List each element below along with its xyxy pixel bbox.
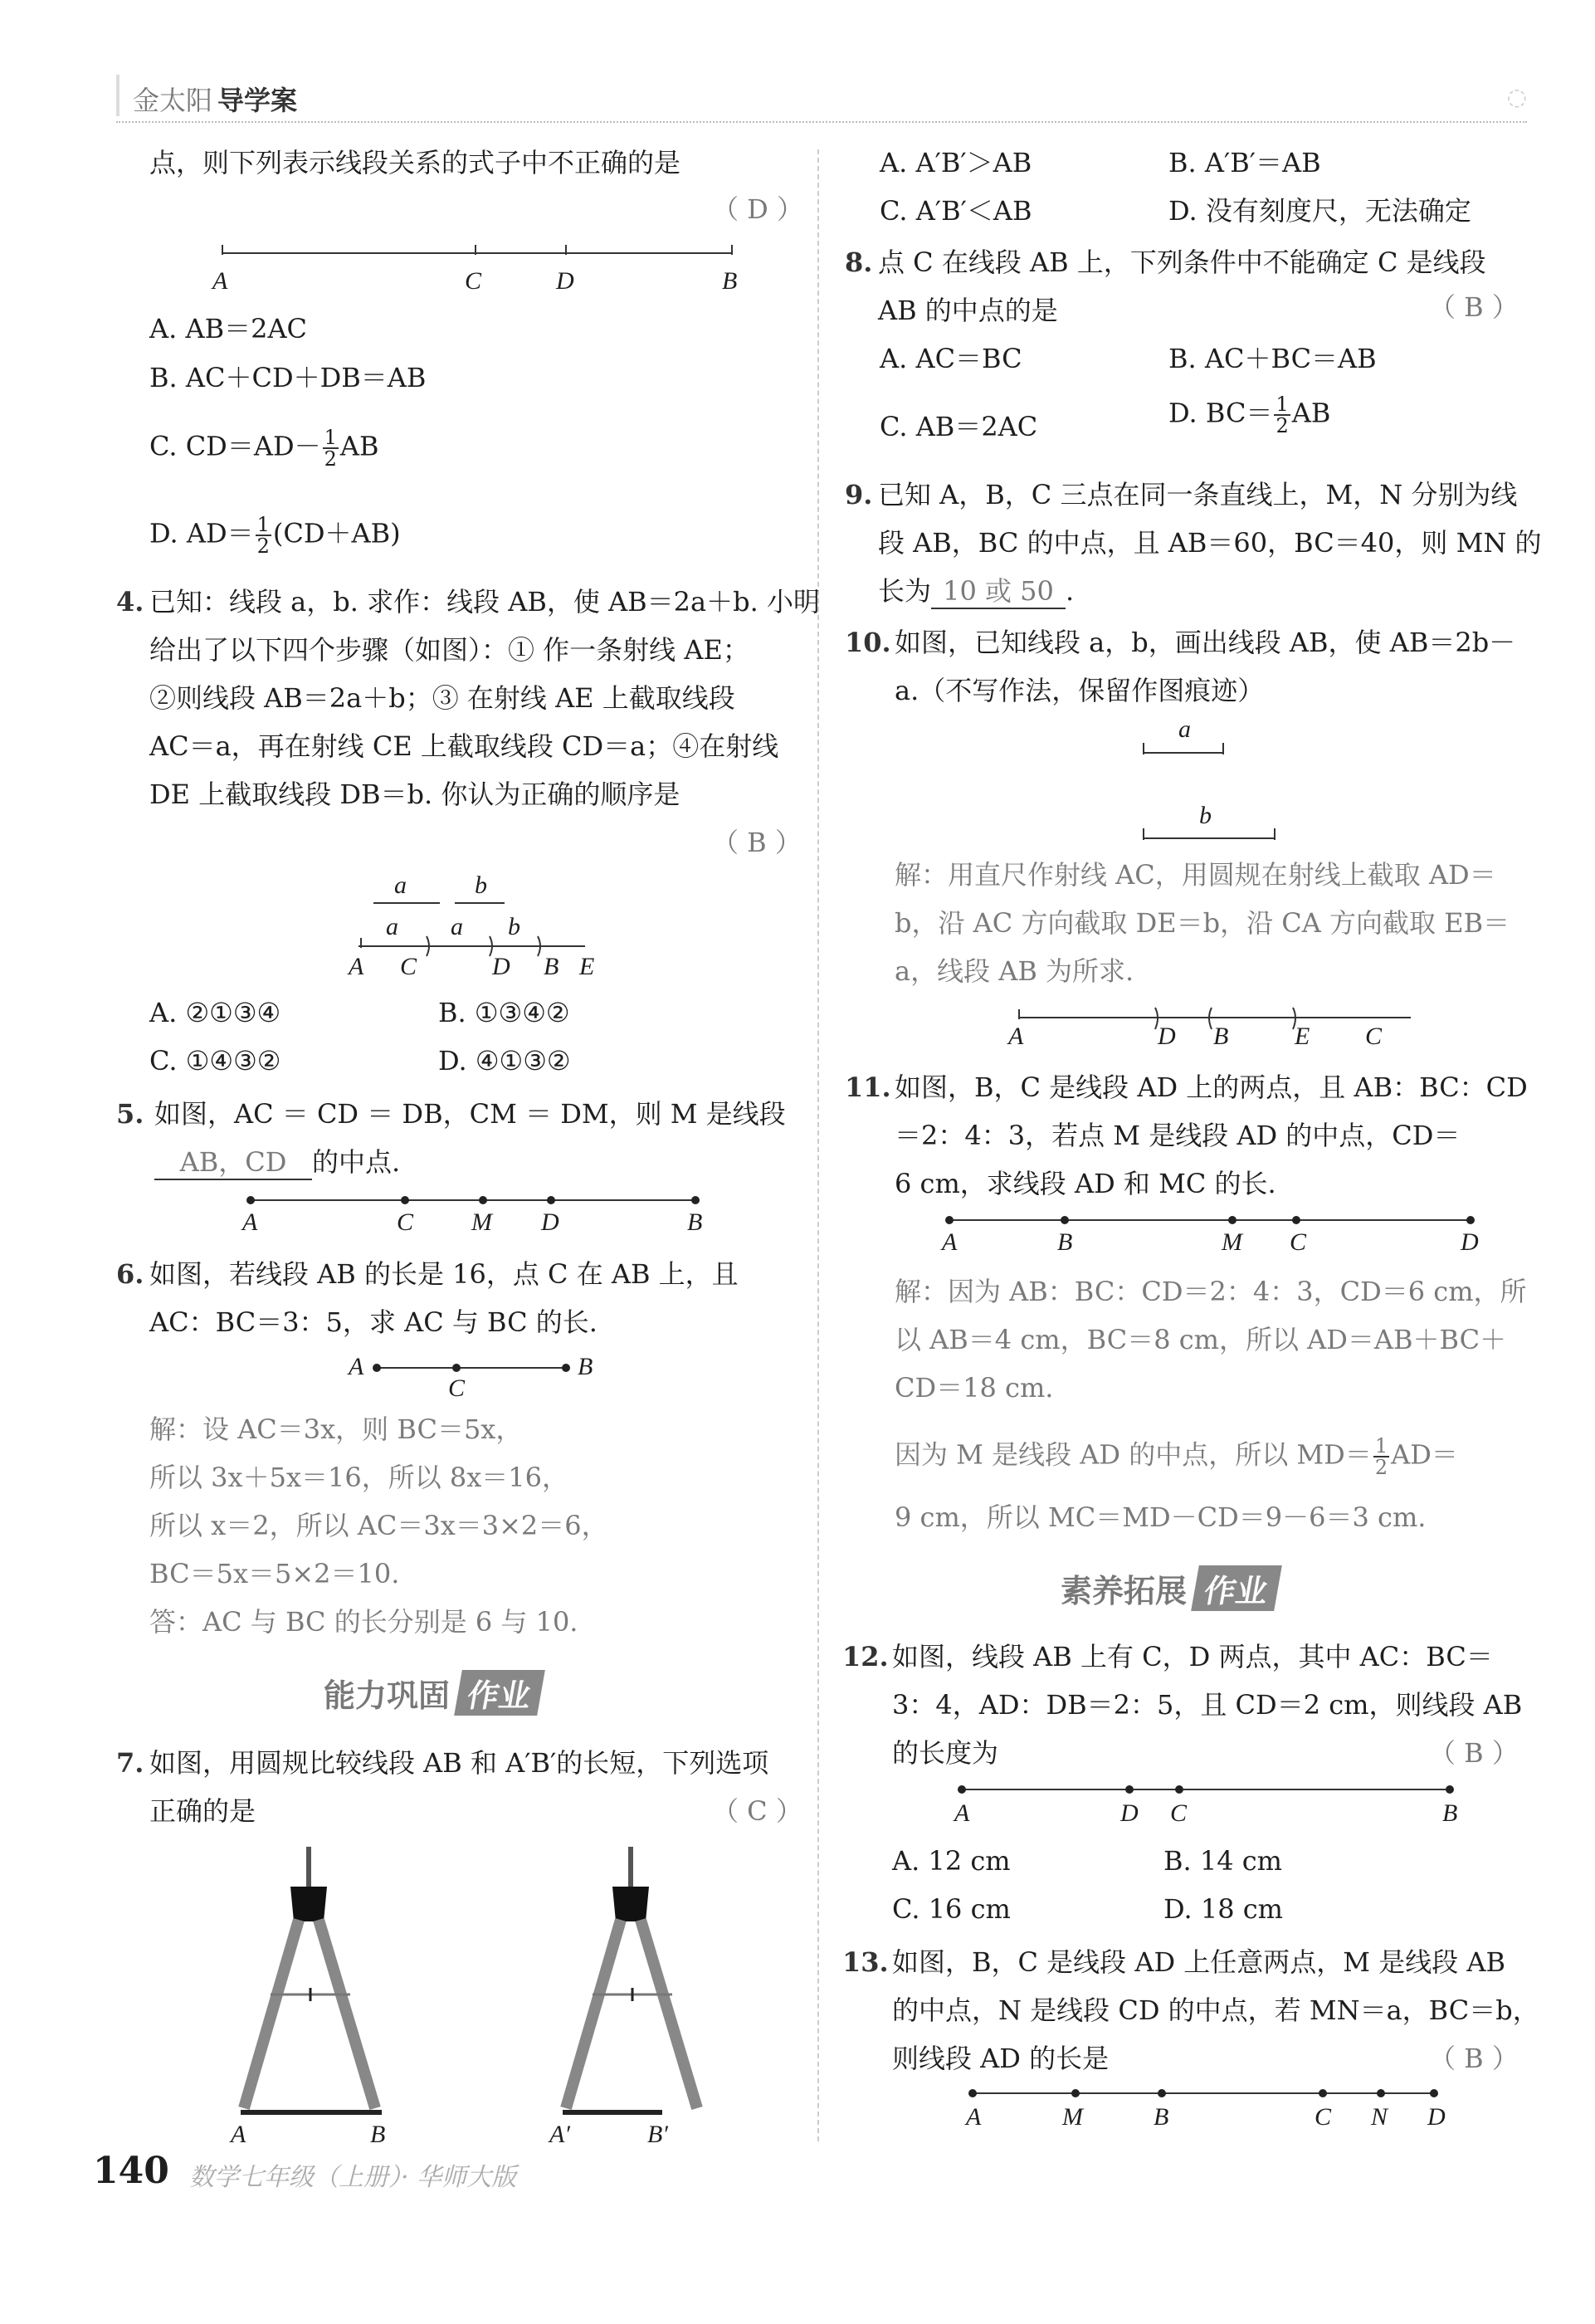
q3-option-d: D. AD＝ $\frac{1}{2}$ (CD＋AB) xyxy=(149,513,401,558)
q10-seg-b: b xyxy=(1199,802,1212,829)
q13-line-2: 的中点，N 是线段 CD 的中点，若 MN＝a，BC＝b， xyxy=(892,1994,1539,2026)
q7-compass-right xyxy=(563,1847,712,2121)
q4-option-a: A. ②①③④ xyxy=(149,997,281,1028)
q11-solution-1: 解：因为 AB：BC：CD＝2：4：3，CD＝6 cm，所 xyxy=(895,1276,1527,1307)
header xyxy=(116,75,1527,123)
q4-mid-b: b xyxy=(508,913,520,940)
q4-line-3: ②则线段 AB＝2a＋b；③ 在射线 AE 上截取线段 xyxy=(149,682,735,714)
q4-label-a: A xyxy=(349,953,364,980)
header-corner xyxy=(116,75,120,116)
q10-label-b: B xyxy=(1213,1023,1229,1050)
q12-number: 12. xyxy=(842,1641,889,1672)
q9-line-2: 段 AB，BC 的中点，且 AB＝60，BC＝40，则 MN 的 xyxy=(878,527,1542,559)
q4-label-c: C xyxy=(400,953,417,980)
q12-label-d: D xyxy=(1120,1799,1139,1827)
q11-solution-3: CD＝18 cm. xyxy=(895,1372,1054,1404)
header-brand: 金太阳 xyxy=(133,85,213,116)
q4-label-e: E xyxy=(579,953,595,980)
q5-label-m: M xyxy=(471,1208,492,1236)
q7-label-b-prime: B′ xyxy=(647,2121,668,2148)
header-subtitle: 导学案 xyxy=(217,85,298,116)
q4-label-d: D xyxy=(492,953,510,980)
q11-label-c: C xyxy=(1290,1228,1307,1256)
q13-number: 13. xyxy=(842,1946,889,1978)
q13-label-n: N xyxy=(1371,2103,1388,2131)
q9-blank: 10 或 50 xyxy=(931,574,1066,609)
q4-option-d: D. ④①③② xyxy=(438,1045,571,1077)
q6-solution-4: BC＝5x＝5×2＝10. xyxy=(149,1558,400,1589)
q12-line-1: 如图，线段 AB 上有 C，D 两点，其中 AC：BC＝ xyxy=(892,1641,1493,1672)
q11-solution-5: 9 cm，所以 MC＝MD－CD＝9－6＝3 cm. xyxy=(895,1501,1427,1533)
q6-label-a: A xyxy=(349,1353,364,1380)
q13-line-3: 则线段 AD 的长是 xyxy=(892,2043,1110,2074)
q4-number: 4. xyxy=(116,586,144,618)
q7-answer: （ C ） xyxy=(712,1795,802,1827)
q10-label-a: A xyxy=(1008,1023,1024,1050)
q12-label-c: C xyxy=(1170,1799,1188,1827)
q3-label-c: C xyxy=(465,267,482,295)
q13-label-b: B xyxy=(1154,2103,1169,2131)
q12-label-a: A xyxy=(954,1799,970,1827)
q4-mid-a1: a xyxy=(386,913,398,940)
q7-option-c: C. A′B′＜AB xyxy=(880,195,1032,227)
q13-label-c: C xyxy=(1315,2103,1332,2131)
q11-label-m: M xyxy=(1222,1228,1242,1256)
q5-figure xyxy=(247,1194,712,1210)
q10-label-c: C xyxy=(1365,1023,1383,1050)
q3-label-d: D xyxy=(556,267,574,295)
q10-seg-a: a xyxy=(1178,715,1191,743)
q12-option-a: A. 12 cm xyxy=(892,1845,1011,1877)
q5-line-1: 如图，AC ＝ CD ＝ DB，CM ＝ DM，则 M 是线段 xyxy=(154,1098,786,1130)
q8-option-b: B. AC＋BC＝AB xyxy=(1168,343,1377,374)
q4-label-b: B xyxy=(544,953,559,980)
q8-answer: （ B ） xyxy=(1429,291,1519,323)
q7-option-d: D. 没有刻度尺，无法确定 xyxy=(1168,195,1471,227)
q10-label-e: E xyxy=(1295,1023,1310,1050)
q6-number: 6. xyxy=(116,1258,144,1290)
footer-page-number: 140 xyxy=(93,2150,169,2192)
q13-figure xyxy=(969,2087,1451,2103)
q11-line-2: ＝2：4：3，若点 M 是线段 AD 的中点，CD＝ xyxy=(895,1120,1461,1151)
q3-answer: （ D ） xyxy=(712,193,804,225)
q6-solution-5: 答：AC 与 BC 的长分别是 6 与 10. xyxy=(149,1606,578,1638)
q5-blank: AB，CD xyxy=(154,1145,312,1180)
q9-line-1: 已知 A，B，C 三点在同一条直线上，M，N 分别为线 xyxy=(878,479,1518,510)
q13-label-a: A xyxy=(966,2103,982,2131)
q13-line-1: 如图，B，C 是线段 AD 上任意两点，M 是线段 AB xyxy=(892,1946,1506,1978)
column-divider xyxy=(817,149,819,2141)
q3-option-a: A. AB＝2AC xyxy=(149,313,308,344)
q5-label-b: B xyxy=(687,1208,703,1236)
q12-label-b: B xyxy=(1442,1799,1458,1827)
q11-solution-4: 因为 M 是线段 AD 的中点，所以 MD＝ $\frac{1}{2}$ AD＝ xyxy=(895,1434,1458,1479)
q8-option-d: D. BC＝ $\frac{1}{2}$ AB xyxy=(1168,393,1331,437)
q7-compass-left xyxy=(241,1847,390,2121)
q6-label-c: C xyxy=(448,1374,466,1402)
q9-line-3: 长为 10 或 50 . xyxy=(878,574,1074,609)
q3-option-c: C. CD＝AD－ $\frac{1}{2}$ AB xyxy=(149,426,379,471)
q7-option-a: A. A′B′＞AB xyxy=(880,147,1032,178)
q13-label-d: D xyxy=(1427,2103,1446,2131)
q4-line-5: DE 上截取线段 DB＝b. 你认为正确的顺序是 xyxy=(149,779,680,810)
q3-stem: 点，则下列表示线段关系的式子中不正确的是 xyxy=(149,147,681,178)
q10-line-2: a.（不写作法，保留作图痕迹） xyxy=(895,675,1265,706)
q6-line-2: AC：BC＝3：5，求 AC 与 BC 的长. xyxy=(149,1306,598,1338)
q4-line-1: 已知：线段 a，b. 求作：线段 AB，使 AB＝2a＋b. 小明 xyxy=(149,586,820,618)
q3-label-a: A xyxy=(212,267,228,295)
q3-option-b: B. AC＋CD＋DB＝AB xyxy=(149,362,427,393)
q10-solution-1: 解：用直尺作射线 AC，用圆规在射线上截取 AD＝ xyxy=(895,859,1496,891)
q8-line-1: 点 C 在线段 AB 上，下列条件中不能确定 C 是线段 xyxy=(878,247,1486,278)
q12-figure xyxy=(958,1783,1456,1799)
footer-book: 数学七年级（上册）· 华师大版 xyxy=(189,2163,517,2192)
q6-solution-3: 所以 x＝2，所以 AC＝3x＝3×2＝6， xyxy=(149,1510,608,1541)
q10-solution-3: a，线段 AB 为所求. xyxy=(895,955,1134,987)
q7-label-a: A xyxy=(231,2121,246,2148)
q10-line-1: 如图，已知线段 a，b，画出线段 AB，使 AB＝2b－ xyxy=(895,627,1516,658)
q9-number: 9. xyxy=(845,479,873,510)
q12-answer: （ B ） xyxy=(1429,1737,1519,1769)
q8-number: 8. xyxy=(845,247,873,278)
q5-label-a: A xyxy=(242,1208,258,1236)
q12-option-d: D. 18 cm xyxy=(1163,1893,1284,1925)
q4-line-4: AC＝a，再在射线 CE 上截取线段 CD＝a；④在射线 xyxy=(149,730,779,762)
q12-line-2: 3：4，AD：DB＝2：5，且 CD＝2 cm，则线段 AB xyxy=(892,1689,1523,1721)
q7-line-1: 如图，用圆规比较线段 AB 和 A′B′的长短，下列选项 xyxy=(149,1747,769,1779)
q4-top-b: b xyxy=(475,872,487,899)
q8-option-a: A. AC＝BC xyxy=(880,343,1022,374)
q8-option-c: C. AB＝2AC xyxy=(880,411,1038,442)
q6-solution-2: 所以 3x＋5x＝16，所以 8x＝16， xyxy=(149,1462,569,1493)
q11-label-a: A xyxy=(942,1228,958,1256)
q4-top-a: a xyxy=(394,872,407,899)
section-extension: 素养拓展 作业 xyxy=(1061,1565,1278,1611)
q10-segments xyxy=(1142,743,1283,847)
q7-option-b: B. A′B′＝AB xyxy=(1168,147,1321,178)
q6-solution-1: 解：设 AC＝3x，则 BC＝5x， xyxy=(149,1413,523,1445)
q10-label-d: D xyxy=(1158,1023,1176,1050)
header-bulb-icon: ◌ xyxy=(1506,83,1527,110)
q11-number: 11. xyxy=(845,1072,891,1103)
q3-label-b: B xyxy=(722,267,738,295)
section-ability: 能力巩固 作业 xyxy=(324,1670,541,1716)
q4-mid-a2: a xyxy=(451,913,463,940)
q5-label-d: D xyxy=(541,1208,559,1236)
q5-number: 5. xyxy=(116,1098,144,1130)
q11-line-1: 如图，B，C 是线段 AD 上的两点，且 AB：BC：CD xyxy=(895,1072,1528,1103)
q8-line-2: AB 的中点的是 xyxy=(878,295,1058,326)
q7-number: 7. xyxy=(116,1747,144,1779)
q4-answer: （ B ） xyxy=(712,827,802,858)
q6-figure xyxy=(373,1361,573,1378)
q13-label-m: M xyxy=(1062,2103,1083,2131)
q10-solution-2: b，沿 AC 方向截取 DE＝b，沿 CA 方向截取 EB＝ xyxy=(895,907,1510,939)
q4-line-2: 给出了以下四个步骤（如图）：① 作一条射线 AE； xyxy=(149,634,749,666)
q11-line-3: 6 cm，求线段 AD 和 MC 的长. xyxy=(895,1168,1276,1199)
q12-line-3: 的长度为 xyxy=(892,1737,999,1769)
q7-line-2: 正确的是 xyxy=(149,1795,256,1827)
q5-label-c: C xyxy=(397,1208,414,1236)
q11-solution-2: 以 AB＝4 cm，BC＝8 cm，所以 AD＝AB＋BC＋ xyxy=(895,1324,1507,1355)
q11-label-d: D xyxy=(1461,1228,1479,1256)
q10-number: 10. xyxy=(845,627,891,658)
q11-figure xyxy=(946,1213,1477,1230)
q4-option-c: C. ①④③② xyxy=(149,1045,281,1077)
q6-label-b: B xyxy=(578,1353,593,1380)
q11-label-b: B xyxy=(1057,1228,1073,1256)
q6-line-1: 如图，若线段 AB 的长是 16，点 C 在 AB 上，且 xyxy=(149,1258,739,1290)
q4-option-b: B. ①③④② xyxy=(438,997,570,1028)
q13-answer: （ B ） xyxy=(1429,2043,1519,2074)
q12-option-c: C. 16 cm xyxy=(892,1893,1011,1925)
q12-option-b: B. 14 cm xyxy=(1163,1845,1283,1877)
q7-label-b: B xyxy=(370,2121,386,2148)
q5-line-2: AB，CD 的中点. xyxy=(154,1145,400,1180)
q7-label-a-prime: A′ xyxy=(549,2121,570,2148)
